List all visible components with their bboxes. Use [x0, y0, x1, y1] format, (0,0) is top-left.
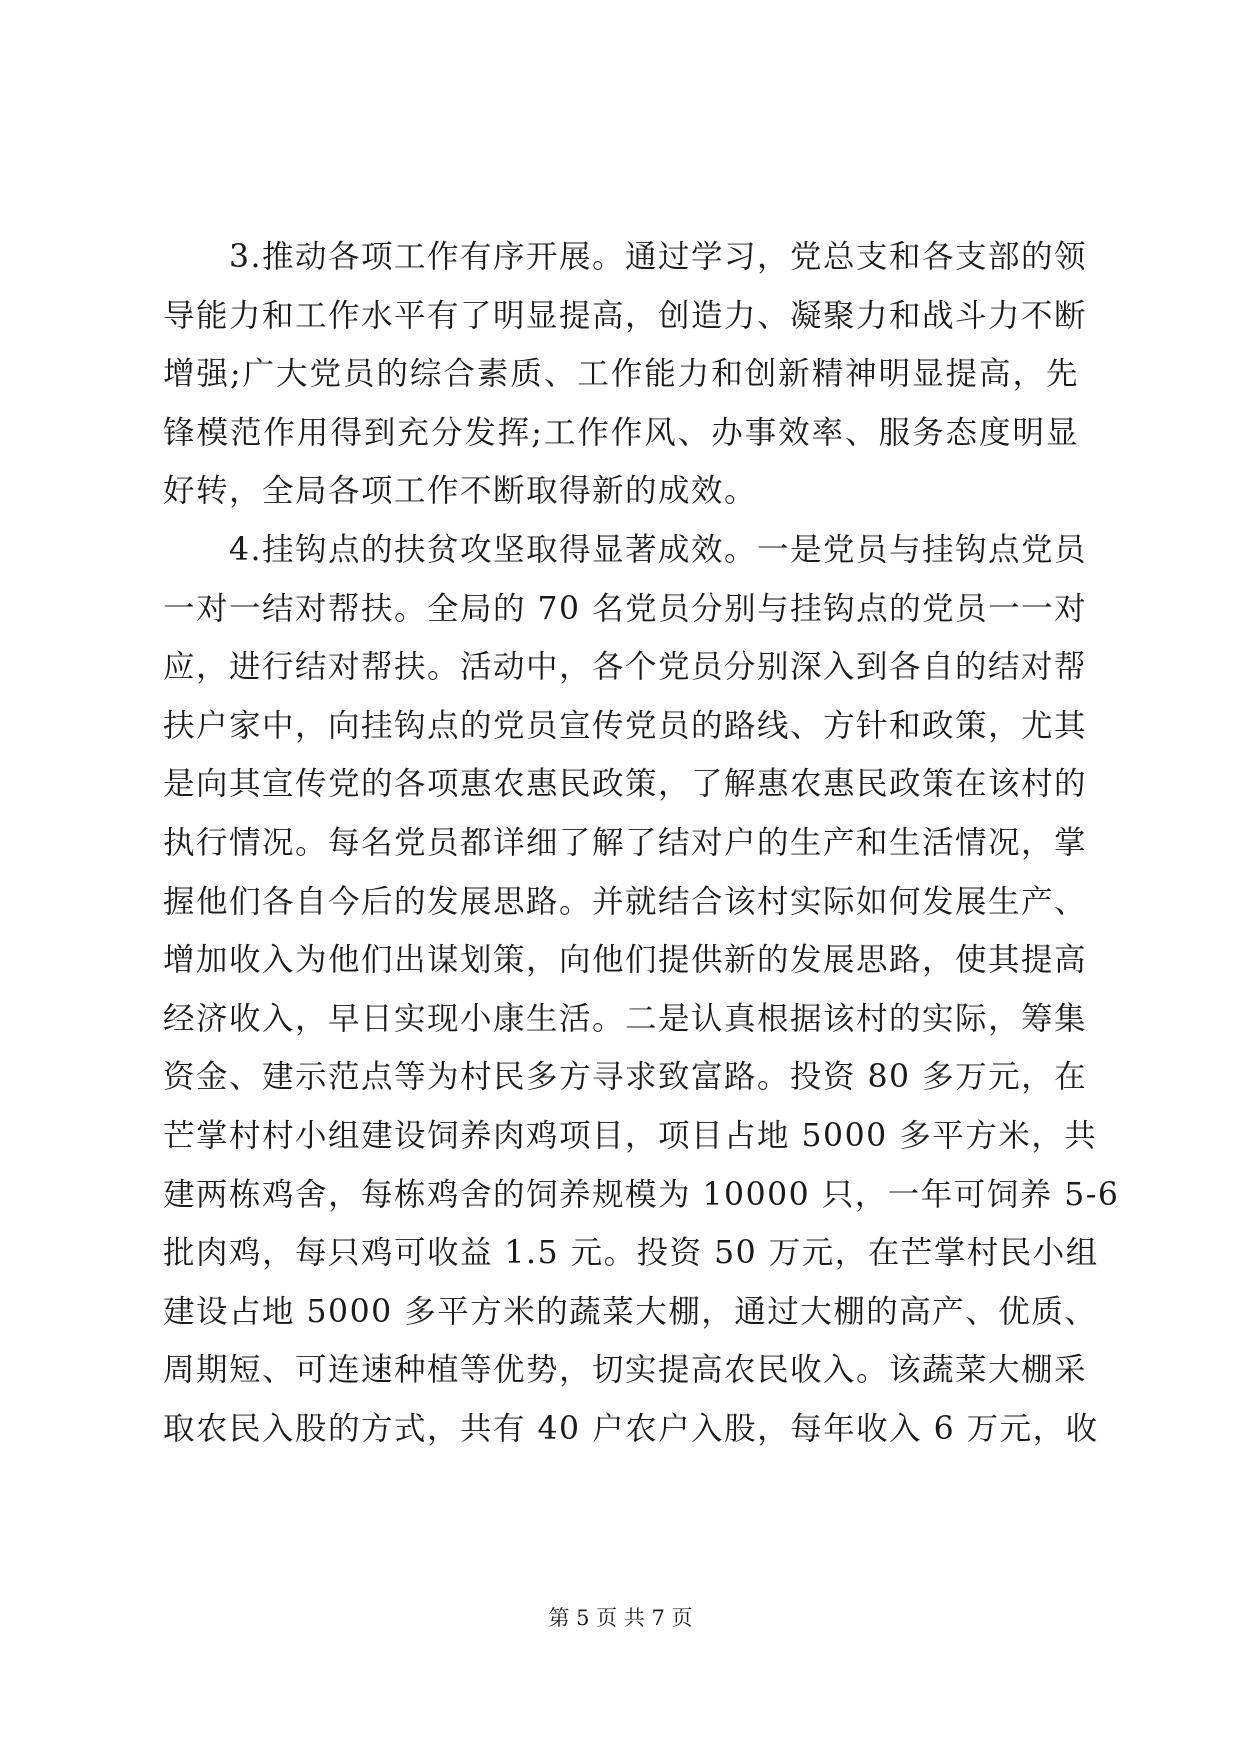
text-line: 4.挂钩点的扶贫攻坚取得显著成效。一是党员与挂钩点党员: [229, 531, 1088, 568]
paragraph-3: [163, 228, 1088, 521]
text-line: 扶户家中，向挂钩点的党员宣传党员的路线、方针和政策，尤其: [163, 707, 1088, 744]
page-number-footer: 第 5 页 共 7 页: [548, 1606, 693, 1630]
text-line: 执行情况。每名党员都详细了解了结对户的生产和生活情况，掌: [163, 824, 1088, 861]
text-line: 导能力和工作水平有了明显提高，创造力、凝聚力和战斗力不断: [163, 297, 1088, 334]
text-line: 建设占地 5000 多平方米的蔬菜大棚，通过大棚的高产、优质、: [163, 1293, 1098, 1330]
text-line: 增强;广大党员的综合素质、工作能力和创新精神明显提高，先: [163, 356, 1079, 393]
text-line: 应，进行结对帮扶。活动中，各个党员分别深入到各自的结对帮: [163, 649, 1088, 686]
text-line: 3.推动各项工作有序开展。通过学习，党总支和各支部的领: [229, 239, 1088, 275]
paragraph-4: [163, 521, 1120, 1459]
text-line: 芒掌村村小组建设饲养肉鸡项目，项目占地 5000 多平方米，共: [163, 1117, 1098, 1154]
text-line: 批肉鸡，每只鸡可收益 1.5 元。投资 50 万元，在芒掌村民小组: [163, 1235, 1099, 1272]
text-line: 锋模范作用得到充分发挥;工作作风、办事效率、服务态度明显: [163, 414, 1079, 451]
text-line: 增加收入为他们出谋划策，向他们提供新的发展思路，使其提高: [163, 942, 1088, 979]
text-line: 一对一结对帮扶。全局的 70 名党员分别与挂钩点的党员一一对: [163, 590, 1088, 627]
text-line: 好转，全局各项工作不断取得新的成效。: [163, 473, 758, 510]
text-line: 取农民入股的方式，共有 40 户农户入股，每年收入 6 万元，收: [163, 1410, 1099, 1447]
text-line: 握他们各自今后的发展思路。并就结合该村实际如何发展生产、: [163, 883, 1088, 920]
text-line: 资金、建示范点等为村民多方寻求致富路。投资 80 多万元，在: [163, 1059, 1088, 1096]
body-text: [163, 228, 1120, 1458]
text-line: 是向其宣传党的各项惠农惠民政策，了解惠农惠民政策在该村的: [163, 766, 1088, 803]
text-line: 经济收入，早日实现小康生活。二是认真根据该村的实际，筹集: [163, 1000, 1088, 1037]
text-line: 周期短、可连速种植等优势，切实提高农民收入。该蔬菜大棚采: [163, 1352, 1088, 1389]
text-line: 建两栋鸡舍，每栋鸡舍的饲养规模为 10000 只，一年可饲养 5-6: [163, 1176, 1120, 1213]
